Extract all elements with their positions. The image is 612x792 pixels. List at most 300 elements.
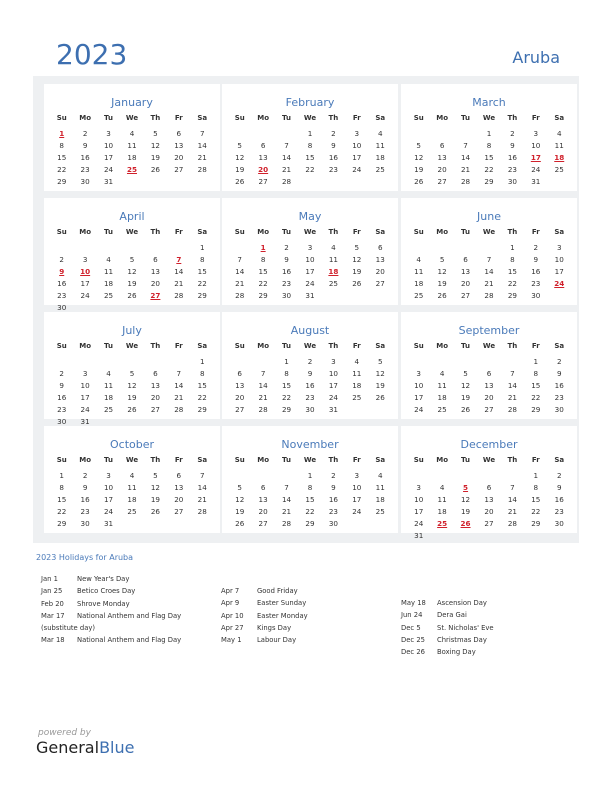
day-cell[interactable]: 28 [197,507,207,516]
day-cell[interactable]: 17 [103,495,114,504]
day-cell[interactable]: 20 [484,507,494,516]
day-cell[interactable]: 23 [57,291,67,300]
day-cell[interactable]: 28 [174,405,184,414]
day-cell[interactable]: 11 [352,369,362,378]
day-cell[interactable]: 23 [80,507,90,516]
day-cell[interactable]: 20 [174,495,184,504]
day-cell[interactable]: 27 [484,405,494,414]
day-cell[interactable]: 24 [80,405,90,414]
day-cell[interactable]: 11 [127,141,137,150]
day-cell[interactable]: 3 [556,243,562,252]
day-cell[interactable]: 24 [80,291,90,300]
day-cell[interactable]: 4 [377,129,383,138]
day-cell[interactable]: 16 [57,279,67,288]
day-cell[interactable]: 3 [354,471,360,480]
day-cell[interactable]: 3 [416,369,421,378]
day-cell[interactable]: 13 [174,141,184,150]
day-cell[interactable]: 8 [199,369,205,378]
day-cell[interactable]: 17 [352,495,362,504]
day-cell[interactable]: 23 [507,165,517,174]
day-cell[interactable]: 30 [554,519,564,528]
day-cell[interactable]: 16 [328,495,338,504]
day-cell[interactable]: 1 [510,243,515,252]
day-cell[interactable]: 20 [150,393,160,402]
day-cell[interactable]: 6 [377,243,383,252]
day-cell[interactable]: 28 [174,291,184,300]
day-cell[interactable]: 12 [352,255,362,264]
day-cell[interactable]: 26 [235,177,245,186]
day-cell[interactable]: 28 [507,519,517,528]
day-cell[interactable]: 12 [150,483,160,492]
day-cell[interactable]: 25 [328,279,338,288]
day-cell[interactable]: 8 [284,369,289,378]
day-cell[interactable]: 1 [199,243,205,252]
day-cell[interactable]: 27 [174,165,184,174]
day-cell[interactable]: 26 [414,177,424,186]
day-cell[interactable]: 31 [305,291,315,300]
day-cell[interactable]: 16 [57,393,67,402]
day-cell[interactable]: 21 [258,393,268,402]
day-cell[interactable]: 9 [82,483,88,492]
day-cell[interactable]: 10 [554,255,564,264]
day-cell[interactable]: 17 [554,267,564,276]
day-cell[interactable]: 14 [258,381,268,390]
day-cell[interactable]: 24 [103,165,114,174]
day-cell[interactable]: 29 [57,177,67,186]
day-cell[interactable]: 7 [463,141,468,150]
day-cell[interactable]: 15 [57,495,67,504]
day-cell[interactable]: 30 [531,291,541,300]
day-cell[interactable]: 11 [554,141,564,150]
day-cell[interactable]: 12 [460,495,471,504]
day-cell[interactable]: 30 [57,417,67,426]
day-cell[interactable]: 3 [106,471,111,480]
day-cell[interactable]: 10 [328,369,338,378]
day-cell[interactable]: 3 [82,369,88,378]
day-cell[interactable]: 25 [554,165,564,174]
holiday-day-cell[interactable]: 5 [463,483,469,492]
day-cell[interactable]: 9 [533,255,539,264]
day-cell[interactable]: 7 [510,483,515,492]
day-cell[interactable]: 15 [197,267,207,276]
day-cell[interactable]: 31 [80,417,90,426]
day-cell[interactable]: 11 [414,267,424,276]
holiday-day-cell[interactable]: 27 [150,291,161,300]
day-cell[interactable]: 23 [328,165,338,174]
day-cell[interactable]: 1 [486,129,492,138]
day-cell[interactable]: 30 [281,291,292,300]
day-cell[interactable]: 30 [57,303,67,312]
day-cell[interactable]: 27 [375,279,385,288]
day-cell[interactable]: 25 [414,291,424,300]
day-cell[interactable]: 4 [416,255,421,264]
day-cell[interactable]: 1 [284,357,289,366]
day-cell[interactable]: 6 [486,369,492,378]
day-cell[interactable]: 18 [127,495,137,504]
day-cell[interactable]: 27 [150,405,160,414]
day-cell[interactable]: 20 [235,393,245,402]
day-cell[interactable]: 26 [235,519,245,528]
day-cell[interactable]: 9 [510,141,515,150]
day-cell[interactable]: 8 [307,483,313,492]
day-cell[interactable]: 23 [80,165,90,174]
day-cell[interactable]: 27 [437,177,447,186]
day-cell[interactable]: 16 [281,267,292,276]
day-cell[interactable]: 9 [307,369,313,378]
day-cell[interactable]: 9 [59,381,64,390]
day-cell[interactable]: 19 [127,393,137,402]
day-cell[interactable]: 18 [103,279,114,288]
holiday-day-cell[interactable]: 26 [460,519,471,528]
day-cell[interactable]: 27 [258,519,268,528]
day-cell[interactable]: 6 [153,255,158,264]
day-cell[interactable]: 17 [80,279,90,288]
day-cell[interactable]: 9 [331,483,336,492]
day-cell[interactable]: 29 [484,177,494,186]
day-cell[interactable]: 2 [82,129,88,138]
day-cell[interactable]: 15 [305,495,315,504]
day-cell[interactable]: 25 [375,507,385,516]
day-cell[interactable]: 23 [305,393,315,402]
day-cell[interactable]: 8 [59,483,64,492]
day-cell[interactable]: 17 [305,267,315,276]
day-cell[interactable]: 29 [57,519,67,528]
day-cell[interactable]: 12 [127,381,137,390]
day-cell[interactable]: 16 [507,153,517,162]
day-cell[interactable]: 21 [507,393,517,402]
day-cell[interactable]: 9 [556,369,562,378]
day-cell[interactable]: 3 [533,129,539,138]
day-cell[interactable]: 2 [284,243,289,252]
day-cell[interactable]: 12 [235,153,245,162]
day-cell[interactable]: 14 [507,381,517,390]
day-cell[interactable]: 24 [531,165,541,174]
day-cell[interactable]: 7 [486,255,492,264]
day-cell[interactable]: 5 [153,471,158,480]
day-cell[interactable]: 19 [460,507,471,516]
day-cell[interactable]: 9 [331,141,336,150]
day-cell[interactable]: 23 [554,507,564,516]
day-cell[interactable]: 9 [284,255,289,264]
day-cell[interactable]: 14 [197,483,207,492]
day-cell[interactable]: 31 [103,177,114,186]
day-cell[interactable]: 24 [414,405,424,414]
day-cell[interactable]: 26 [460,405,471,414]
day-cell[interactable]: 10 [531,141,541,150]
day-cell[interactable]: 29 [258,291,268,300]
day-cell[interactable]: 26 [352,279,362,288]
day-cell[interactable]: 25 [103,291,114,300]
day-cell[interactable]: 18 [127,153,137,162]
day-cell[interactable]: 4 [331,243,336,252]
day-cell[interactable]: 8 [307,141,313,150]
day-cell[interactable]: 19 [150,153,160,162]
day-cell[interactable]: 6 [176,471,182,480]
day-cell[interactable]: 17 [80,393,90,402]
day-cell[interactable]: 10 [103,141,114,150]
day-cell[interactable]: 29 [531,519,541,528]
day-cell[interactable]: 5 [237,483,242,492]
day-cell[interactable]: 28 [507,405,517,414]
day-cell[interactable]: 29 [197,405,207,414]
day-cell[interactable]: 31 [531,177,541,186]
day-cell[interactable]: 7 [199,129,205,138]
day-cell[interactable]: 19 [414,165,424,174]
day-cell[interactable]: 8 [199,255,205,264]
day-cell[interactable]: 10 [352,141,362,150]
day-cell[interactable]: 16 [328,153,338,162]
day-cell[interactable]: 16 [305,381,315,390]
holiday-day-cell[interactable]: 18 [554,153,565,162]
day-cell[interactable]: 13 [437,153,447,162]
holiday-day-cell[interactable]: 25 [437,519,448,528]
day-cell[interactable]: 3 [354,129,360,138]
day-cell[interactable]: 11 [103,267,114,276]
day-cell[interactable]: 25 [375,165,385,174]
day-cell[interactable]: 28 [484,291,494,300]
day-cell[interactable]: 22 [531,393,541,402]
day-cell[interactable]: 21 [460,165,471,174]
day-cell[interactable]: 7 [284,483,289,492]
day-cell[interactable]: 21 [507,507,517,516]
day-cell[interactable]: 21 [484,279,494,288]
day-cell[interactable]: 31 [328,405,338,414]
day-cell[interactable]: 12 [150,141,160,150]
holiday-day-cell[interactable]: 1 [260,243,266,252]
day-cell[interactable]: 20 [150,279,160,288]
day-cell[interactable]: 30 [328,519,338,528]
day-cell[interactable]: 4 [106,255,111,264]
day-cell[interactable]: 13 [375,255,385,264]
day-cell[interactable]: 11 [437,381,447,390]
day-cell[interactable]: 13 [150,381,160,390]
day-cell[interactable]: 23 [328,507,338,516]
day-cell[interactable]: 18 [352,381,362,390]
day-cell[interactable]: 4 [354,357,360,366]
day-cell[interactable]: 11 [437,495,447,504]
day-cell[interactable]: 5 [463,369,468,378]
day-cell[interactable]: 18 [103,393,114,402]
day-cell[interactable]: 26 [150,165,160,174]
day-cell[interactable]: 24 [328,393,338,402]
day-cell[interactable]: 11 [127,483,137,492]
day-cell[interactable]: 19 [437,279,447,288]
day-cell[interactable]: 14 [235,267,245,276]
day-cell[interactable]: 21 [235,279,245,288]
day-cell[interactable]: 12 [127,267,137,276]
day-cell[interactable]: 26 [127,291,137,300]
day-cell[interactable]: 14 [197,141,207,150]
day-cell[interactable]: 22 [305,507,315,516]
day-cell[interactable]: 14 [460,153,471,162]
day-cell[interactable]: 21 [281,165,292,174]
day-cell[interactable]: 15 [197,381,207,390]
day-cell[interactable]: 3 [307,243,313,252]
day-cell[interactable]: 27 [258,177,268,186]
day-cell[interactable]: 11 [328,255,338,264]
day-cell[interactable]: 15 [57,153,67,162]
day-cell[interactable]: 22 [57,165,67,174]
day-cell[interactable]: 29 [531,405,541,414]
day-cell[interactable]: 8 [533,483,539,492]
day-cell[interactable]: 23 [531,279,541,288]
day-cell[interactable]: 29 [197,291,207,300]
day-cell[interactable]: 5 [439,255,445,264]
day-cell[interactable]: 31 [103,519,114,528]
day-cell[interactable]: 6 [153,369,158,378]
day-cell[interactable]: 20 [484,393,494,402]
day-cell[interactable]: 13 [258,495,268,504]
day-cell[interactable]: 24 [352,165,362,174]
day-cell[interactable]: 23 [57,405,67,414]
day-cell[interactable]: 21 [174,393,184,402]
day-cell[interactable]: 2 [533,243,539,252]
day-cell[interactable]: 22 [484,165,494,174]
day-cell[interactable]: 19 [375,381,385,390]
day-cell[interactable]: 9 [82,141,88,150]
day-cell[interactable]: 30 [80,177,90,186]
day-cell[interactable]: 2 [556,471,562,480]
day-cell[interactable]: 2 [82,471,88,480]
day-cell[interactable]: 22 [197,279,207,288]
day-cell[interactable]: 4 [129,471,135,480]
day-cell[interactable]: 18 [414,279,424,288]
day-cell[interactable]: 7 [237,255,242,264]
holiday-day-cell[interactable]: 18 [328,267,339,276]
day-cell[interactable]: 22 [531,507,541,516]
day-cell[interactable]: 10 [414,381,424,390]
day-cell[interactable]: 5 [416,141,421,150]
day-cell[interactable]: 28 [197,165,207,174]
day-cell[interactable]: 27 [484,519,494,528]
day-cell[interactable]: 7 [176,369,182,378]
day-cell[interactable]: 26 [375,393,385,402]
day-cell[interactable]: 5 [129,255,135,264]
day-cell[interactable]: 10 [103,483,114,492]
day-cell[interactable]: 26 [437,291,447,300]
day-cell[interactable]: 28 [235,291,245,300]
day-cell[interactable]: 21 [197,495,207,504]
day-cell[interactable]: 8 [59,141,64,150]
day-cell[interactable]: 2 [59,255,64,264]
day-cell[interactable]: 13 [174,483,184,492]
day-cell[interactable]: 2 [510,129,515,138]
day-cell[interactable]: 22 [258,279,268,288]
day-cell[interactable]: 30 [80,519,90,528]
day-cell[interactable]: 22 [281,393,292,402]
day-cell[interactable]: 3 [106,129,111,138]
day-cell[interactable]: 1 [307,129,313,138]
day-cell[interactable]: 26 [150,507,160,516]
day-cell[interactable]: 19 [235,165,245,174]
day-cell[interactable]: 7 [510,369,515,378]
day-cell[interactable]: 27 [235,405,245,414]
day-cell[interactable]: 6 [260,141,266,150]
day-cell[interactable]: 18 [375,495,385,504]
day-cell[interactable]: 14 [174,381,184,390]
day-cell[interactable]: 30 [305,405,315,414]
day-cell[interactable]: 14 [281,495,292,504]
day-cell[interactable]: 2 [59,369,64,378]
day-cell[interactable]: 4 [377,471,383,480]
day-cell[interactable]: 17 [414,393,424,402]
day-cell[interactable]: 3 [331,357,336,366]
holiday-day-cell[interactable]: 10 [80,267,91,276]
day-cell[interactable]: 10 [305,255,315,264]
day-cell[interactable]: 29 [507,291,517,300]
day-cell[interactable]: 6 [439,141,445,150]
day-cell[interactable]: 17 [352,153,362,162]
day-cell[interactable]: 25 [352,393,362,402]
day-cell[interactable]: 11 [103,381,114,390]
day-cell[interactable]: 10 [414,495,424,504]
day-cell[interactable]: 1 [199,357,205,366]
holiday-day-cell[interactable]: 24 [554,279,565,288]
holiday-day-cell[interactable]: 20 [258,165,269,174]
day-cell[interactable]: 8 [510,255,515,264]
day-cell[interactable]: 15 [305,153,315,162]
day-cell[interactable]: 24 [414,519,424,528]
day-cell[interactable]: 2 [331,129,336,138]
day-cell[interactable]: 19 [235,507,245,516]
day-cell[interactable]: 17 [103,153,114,162]
day-cell[interactable]: 19 [460,393,471,402]
day-cell[interactable]: 12 [460,381,471,390]
day-cell[interactable]: 3 [416,483,421,492]
day-cell[interactable]: 23 [281,279,292,288]
day-cell[interactable]: 1 [59,471,64,480]
day-cell[interactable]: 21 [197,153,207,162]
day-cell[interactable]: 19 [127,279,137,288]
day-cell[interactable]: 10 [80,381,90,390]
day-cell[interactable]: 4 [129,129,135,138]
day-cell[interactable]: 31 [414,531,424,540]
day-cell[interactable]: 13 [484,495,494,504]
day-cell[interactable]: 23 [554,393,564,402]
day-cell[interactable]: 28 [281,177,292,186]
day-cell[interactable]: 8 [486,141,492,150]
day-cell[interactable]: 5 [237,141,242,150]
holiday-day-cell[interactable]: 25 [126,165,137,174]
day-cell[interactable]: 12 [414,153,424,162]
day-cell[interactable]: 9 [556,483,562,492]
day-cell[interactable]: 26 [127,405,137,414]
day-cell[interactable]: 8 [260,255,266,264]
day-cell[interactable]: 14 [174,267,184,276]
day-cell[interactable]: 5 [153,129,158,138]
day-cell[interactable]: 16 [80,495,90,504]
day-cell[interactable]: 25 [127,507,137,516]
day-cell[interactable]: 30 [507,177,517,186]
day-cell[interactable]: 21 [281,507,292,516]
day-cell[interactable]: 12 [375,369,385,378]
day-cell[interactable]: 4 [439,369,445,378]
day-cell[interactable]: 2 [331,471,336,480]
day-cell[interactable]: 22 [305,165,315,174]
day-cell[interactable]: 5 [377,357,383,366]
day-cell[interactable]: 15 [484,153,494,162]
day-cell[interactable]: 7 [199,471,205,480]
day-cell[interactable]: 15 [531,495,541,504]
day-cell[interactable]: 25 [103,405,114,414]
day-cell[interactable]: 5 [354,243,360,252]
day-cell[interactable]: 15 [281,381,292,390]
brand-logo[interactable] [36,738,134,757]
day-cell[interactable]: 8 [533,369,539,378]
day-cell[interactable]: 6 [463,255,468,264]
day-cell[interactable]: 3 [82,255,88,264]
day-cell[interactable]: 1 [533,357,539,366]
